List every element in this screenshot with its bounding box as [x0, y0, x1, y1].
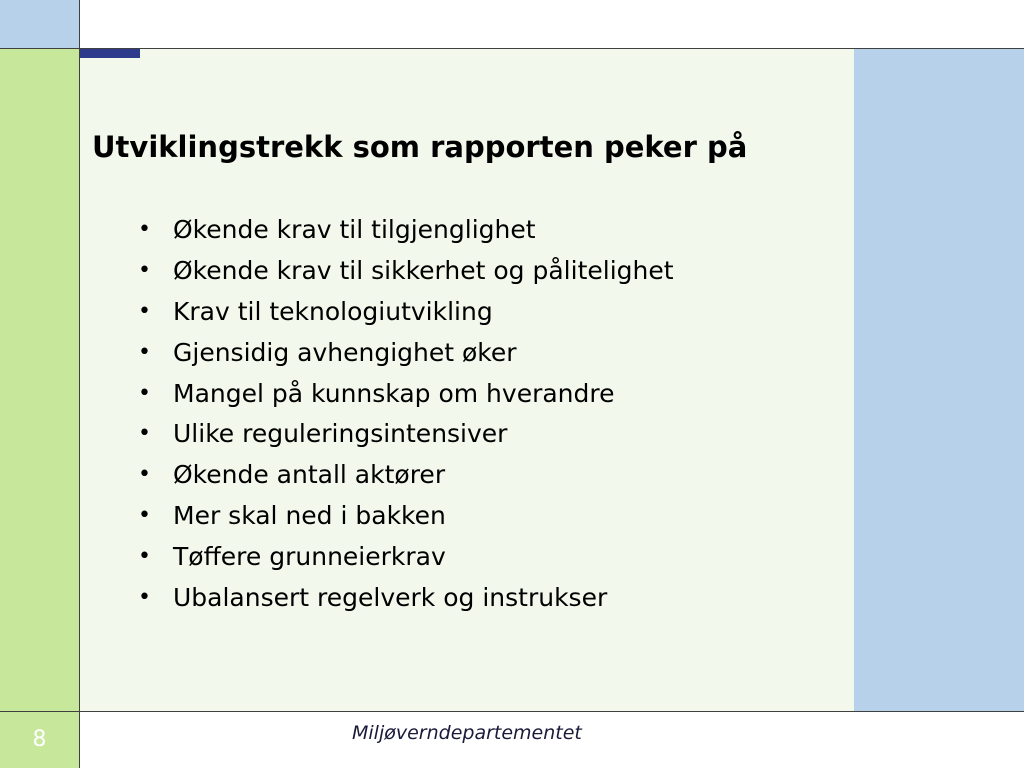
bullet-text: Tøffere grunneierkrav — [173, 542, 446, 572]
bullet-text: Krav til teknologiutvikling — [173, 296, 493, 326]
bullet-item — [138, 250, 674, 291]
left-sidebar — [0, 48, 79, 711]
bullet-dot-icon: • — [138, 339, 151, 365]
vertical-divider — [79, 0, 80, 768]
right-panel — [854, 49, 1024, 711]
bullet-text: Økende antall aktører — [173, 460, 446, 490]
bullet-dot-icon: • — [138, 544, 151, 570]
bullet-text: Gjensidig avhengighet øker — [173, 337, 517, 367]
bullet-item — [138, 332, 674, 373]
top-divider — [0, 48, 1024, 49]
bullet-item — [138, 495, 674, 536]
bullet-dot-icon: • — [138, 216, 151, 242]
bullet-item — [138, 536, 674, 577]
bullet-text: Ulike reguleringsintensiver — [173, 419, 508, 449]
bullet-dot-icon: • — [138, 503, 151, 529]
bullet-dot-icon: • — [138, 421, 151, 447]
page-number: 8 — [32, 727, 47, 752]
bullet-text: Økende krav til sikkerhet og pålitelighet — [173, 255, 674, 285]
bullet-item — [138, 209, 674, 250]
bullet-dot-icon: • — [138, 257, 151, 283]
bullet-list — [138, 209, 674, 618]
bullet-dot-icon: • — [138, 584, 151, 610]
bullet-item — [138, 413, 674, 454]
left-top-block — [0, 0, 79, 48]
bullet-text: Økende krav til tilgjenglighet — [173, 214, 536, 244]
accent-bar — [80, 49, 140, 58]
bottom-divider — [0, 711, 1024, 712]
bullet-text: Mer skal ned i bakken — [173, 501, 446, 531]
bullet-dot-icon: • — [138, 462, 151, 488]
slide-title: Utviklingstrekk som rapporten peker på — [92, 130, 748, 164]
bullet-dot-icon: • — [138, 380, 151, 406]
bullet-dot-icon: • — [138, 298, 151, 324]
bullet-text: Ubalansert regelverk og instrukser — [173, 582, 608, 612]
bullet-item — [138, 577, 674, 618]
bullet-item — [138, 454, 674, 495]
bullet-item — [138, 373, 674, 414]
bullet-item — [138, 291, 674, 332]
footer-text: Miljøverndepartementet — [352, 722, 582, 744]
bullet-text: Mangel på kunnskap om hverandre — [173, 378, 615, 408]
